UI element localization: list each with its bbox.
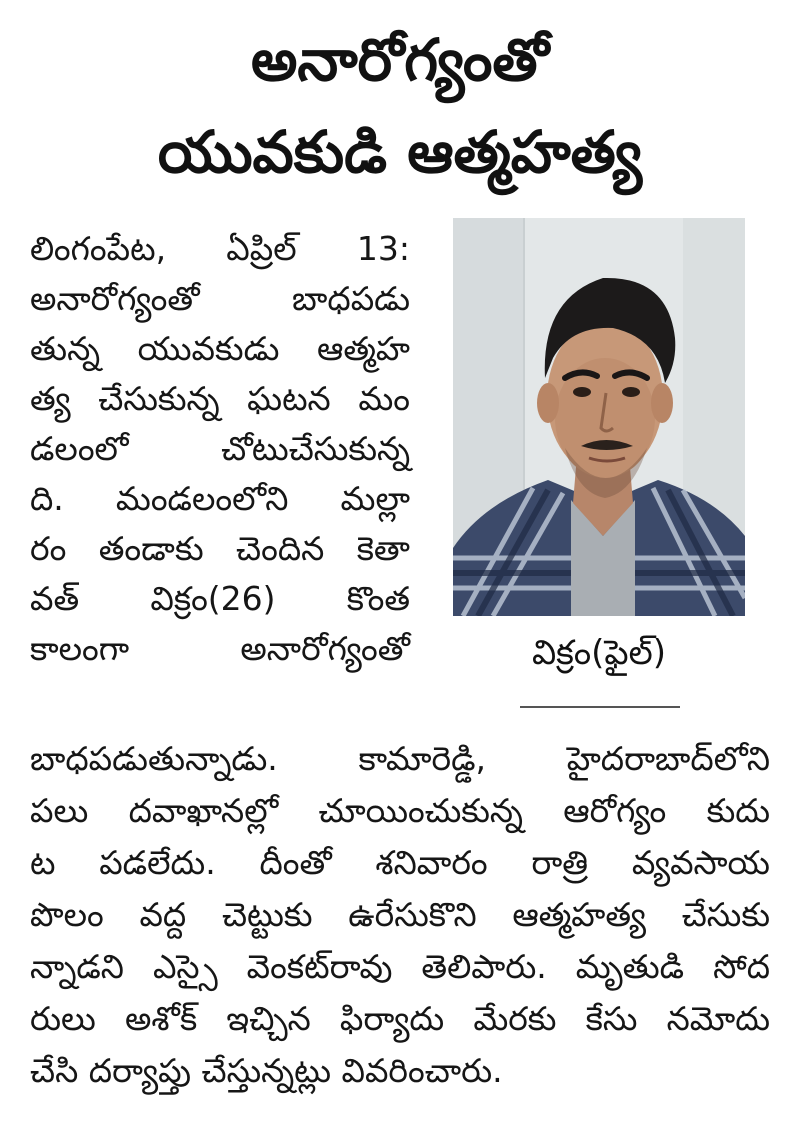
portrait-photo — [453, 218, 745, 616]
article-line: పలు దవాఖానల్లో చూయించుకున్న ఆరోగ్యం కుదు — [30, 791, 770, 830]
article-line-last: చేసి దర్యాప్తు చేస్తున్నట్లు వివరించారు. — [30, 1051, 503, 1090]
headline-line-2: యువకుడి ఆత్మహత్య — [157, 118, 643, 186]
caption-divider — [520, 706, 680, 708]
article-line: రం తండాకు చెందిన కెతా — [30, 529, 410, 568]
article-line: ట పడలేదు. దీంతో శనివారం రాత్రి వ్యవసాయ — [30, 843, 770, 882]
article-line: పొలం వద్ద చెట్టుకు ఉరేసుకొని ఆత్మహత్య చేసుకు — [30, 895, 770, 934]
article-line: కాలంగా అనారోగ్యంతో — [30, 629, 410, 668]
article-line: రులు అశోక్ ఇచ్చిన ఫిర్యాదు మేరకు కేసు నమోదు — [30, 999, 770, 1038]
article-line: డలంలో చోటుచేసుకున్న — [30, 429, 410, 468]
article-line: బాధపడుతున్నాడు. కామారెడ్డి, హైదరాబాద్‌లోని — [30, 739, 770, 778]
article-dateline: లింగంపేట, ఏప్రిల్ 13: — [30, 229, 410, 268]
article-line: త్య చేసుకున్న ఘటన మం — [30, 379, 410, 418]
headline-line-1: అనారోగ్యంతో — [250, 26, 550, 94]
article-line: అనారోగ్యంతో బాధపడు — [30, 279, 410, 318]
article-line: తున్న యువకుడు ఆత్మహ — [30, 329, 410, 368]
article-line: వత్ విక్రం(26) కొంత — [30, 579, 410, 618]
photo-caption: విక్రం(ఫైల్) — [532, 633, 666, 673]
article-line: ది. మండలంలోని మల్లా — [30, 479, 410, 518]
article-line: న్నాడని ఎస్సై వెంకట్‌రావు తెలిపారు. మృతుడి సోద — [30, 947, 770, 986]
